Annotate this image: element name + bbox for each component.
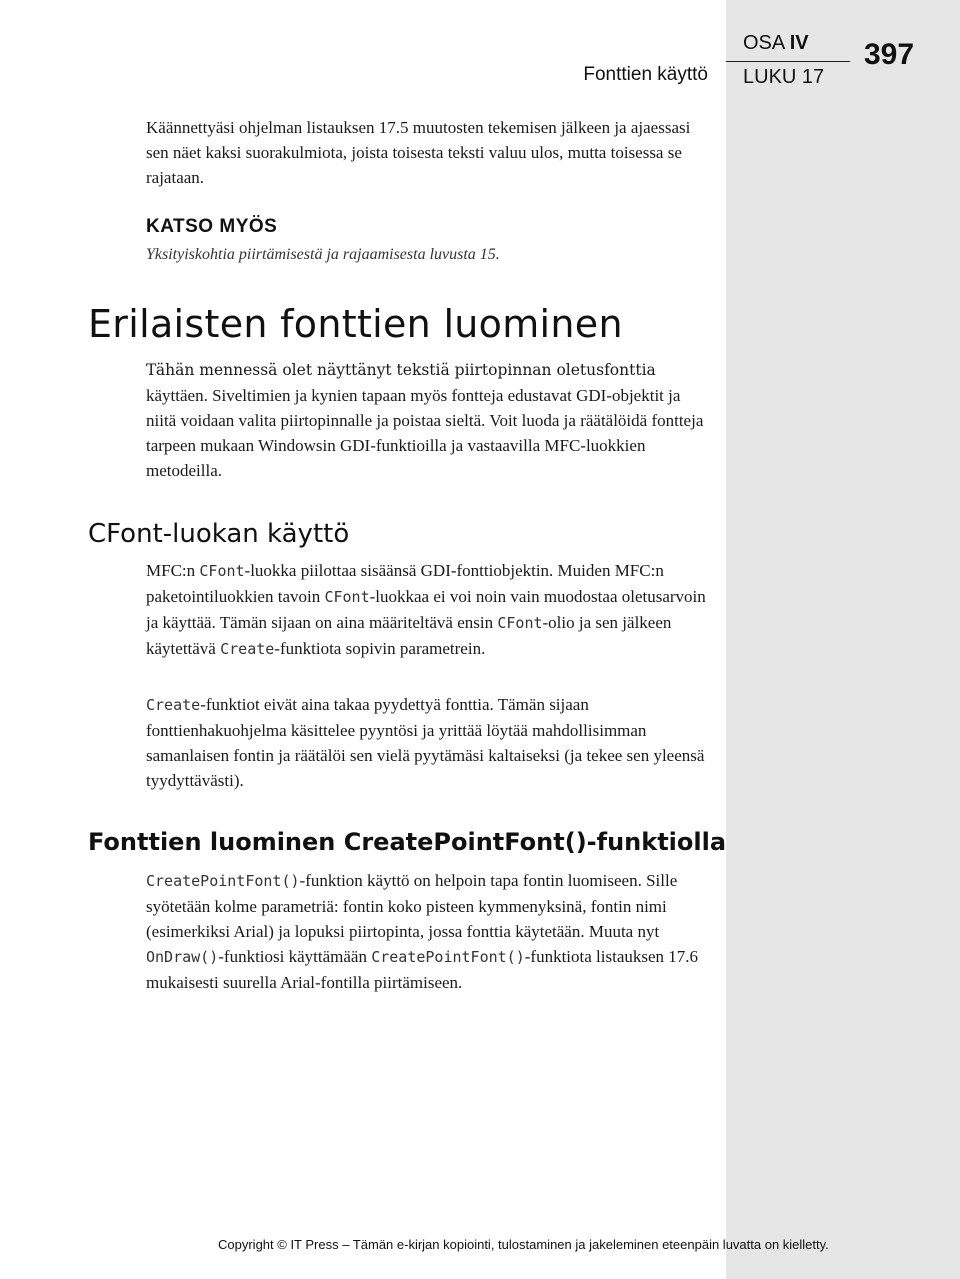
see-also-heading: KATSO MYÖS <box>146 216 278 237</box>
code-cfont: CFont <box>324 588 370 606</box>
code-cfont: CFont <box>497 614 543 632</box>
part-label <box>743 32 809 55</box>
chapter-label <box>743 66 824 89</box>
chapter-number: 17 <box>801 66 825 88</box>
text-run: -luokkaa ei voi noin vain muodostaa oletusarvoin ja käyttää. Tämän sijaan on aina määriteltävä ensin <box>146 587 706 632</box>
code-cfont: CFont <box>199 562 245 580</box>
cfont-paragraph-1 <box>146 558 708 662</box>
margin-sidebar <box>726 0 960 1279</box>
text-run: -funktiosi käyttämään <box>218 947 372 966</box>
code-ondraw: OnDraw() <box>146 948 219 966</box>
text-run: -olio ja sen jälkeen käytettävä <box>146 613 672 658</box>
code-createpointfont: CreatePointFont() <box>146 872 300 890</box>
section-title-cfont: CFont-luokan käyttö <box>88 519 350 549</box>
part-word: OSA <box>743 32 785 54</box>
chapter-word: LUKU <box>743 66 797 88</box>
text-run: -funktiot eivät aina takaa pyydettyä fonttia. Tämän sijaan fonttienhakuohjelma käsittelee pyyntösi ja yrittää löytää mahdollisimman samanlaisen fontin ja räätälöi sen vielä pyytämäsi kaltaiseksi (ja tekee sen yleensä tyydyttävästi). <box>146 695 705 790</box>
cfont-paragraph-2 <box>146 692 708 793</box>
code-create: Create <box>220 640 275 658</box>
running-title: Fonttien käyttö <box>583 64 708 85</box>
section-title-createpointfont: Fonttien luominen CreatePointFont()-funktiolla <box>88 828 727 856</box>
intro-paragraph: Käännettyäsi ohjelman listauksen 17.5 muutosten tekemisen jälkeen ja ajaessasi sen näet kaksi suorakulmiota, joista toisesta teksti valuu ulos, mutta toisessa se rajataan. <box>146 118 691 187</box>
createpointfont-paragraph <box>146 868 708 995</box>
text-run: -funktiota sopivin parametrein. <box>274 639 486 658</box>
see-also-text: Yksityiskohtia piirtämisestä ja rajaamisesta luvusta 15. <box>146 246 500 263</box>
text-run: MFC:n <box>146 561 200 580</box>
code-createpointfont: CreatePointFont() <box>371 948 525 966</box>
code-create: Create <box>146 696 201 714</box>
section1-rest: käyttäen. Siveltimien ja kynien tapaan myös fontteja edustavat GDI-objektit ja niitä voidaan valita piirtopinnalle ja poistaa sieltä. Voit luoda ja räätälöidä fontteja tarpeen mukaan Windowsin GDI-funktioilla ja vastaavilla MFC-luokkien metodeilla. <box>146 386 704 480</box>
header-rule <box>726 61 850 62</box>
text-run: -funktion käyttö on helpoin tapa fontin luomiseen. Sille syötetään kolme parametriä: fontin koko pisteen kymmenyksinä, fontin nimi (esimerkiksi Arial) ja lopuksi piirtopinta, jossa fonttia käytetään. Muuta nyt <box>146 871 678 941</box>
section1-paragraph <box>146 357 708 483</box>
text-run: -funktiota listauksen 17.6 mukaisesti suurella Arial-fontilla piirtämiseen. <box>146 947 699 992</box>
copyright-footer: Copyright © IT Press – Tämän e-kirjan kopiointi, tulostaminen ja jakeleminen eteenpäin luvatta on kielletty. <box>218 1237 829 1252</box>
section-title-fonts: Erilaisten fonttien luominen <box>88 302 623 346</box>
section1-first-line: Tähän mennessä olet näyttänyt tekstiä piirtopinnan oletusfonttia <box>146 361 656 379</box>
text-run: -luokka piilottaa sisäänsä GDI-fonttiobjektin. Muiden MFC:n paketointiluokkien tavoin <box>146 561 664 606</box>
page-number: 397 <box>864 38 915 71</box>
part-number: IV <box>789 32 809 54</box>
